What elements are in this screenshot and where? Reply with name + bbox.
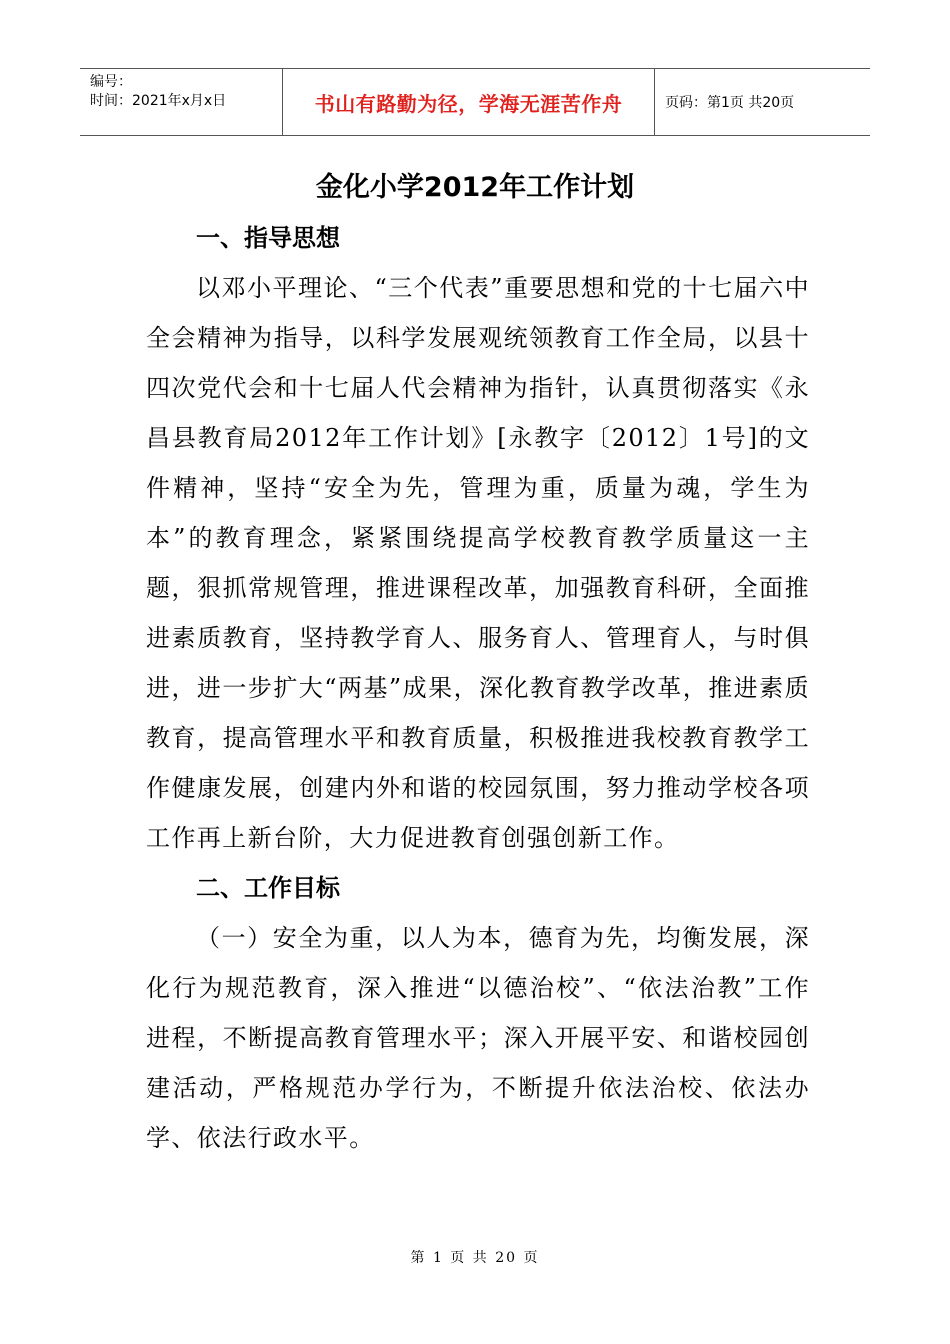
number-label: 编号： — [90, 74, 132, 90]
document-title: 金化小学2012年工作计划 — [315, 172, 635, 203]
section-heading: 一、指导思想 — [196, 224, 340, 252]
time-label: 时间：2021年x月x日 — [90, 93, 227, 109]
document-body — [146, 213, 810, 1163]
document-header — [80, 68, 870, 136]
header-meta — [80, 69, 282, 135]
section-paragraph: （一）安全为重，以人为本，德育为先，均衡发展，深化行为规范教育，深入推进“以德治校”、“依法治教”工作进程，不断提高教育管理水平；深入开展平安、和谐校园创建活动，严格规范办学行为，不断提升依法治校、依法办学、依法行政水平。 — [146, 924, 810, 1152]
header-motto: 书山有路勤为径，学海无涯苦作舟 — [282, 69, 655, 135]
page-footer: 第 1 页 共 20 页 — [410, 1250, 540, 1266]
header-page-label: 页码：第1页 共20页 — [665, 95, 795, 111]
section-heading: 二、工作目标 — [196, 874, 340, 902]
section-paragraph: 以邓小平理论、“三个代表”重要思想和党的十七届六中全会精神为指导，以科学发展观统领教育工作全局，以县十四次党代会和十七届人代会精神为指针，认真贯彻落实《永昌县教育局2012年工作计划》[永教字〔2012〕1号]的文件精神，坚持“安全为先，管理为重，质量为魂，学生为本”的教育理念，紧紧围绕提高学校教育教学质量这一主题，狠抓常规管理，推进课程改革，加强教育科研，全面推进素质教育，坚持教学育人、服务育人、管理育人，与时俱进，进一步扩大“两基”成果，深化教育教学改革，推进素质教育，提高管理水平和教育质量，积极推进我校教育教学工作健康发展，创建内外和谐的校园氛围，努力推动学校各项工作再上新台阶，大力促进教育创强创新工作。 — [146, 274, 810, 852]
